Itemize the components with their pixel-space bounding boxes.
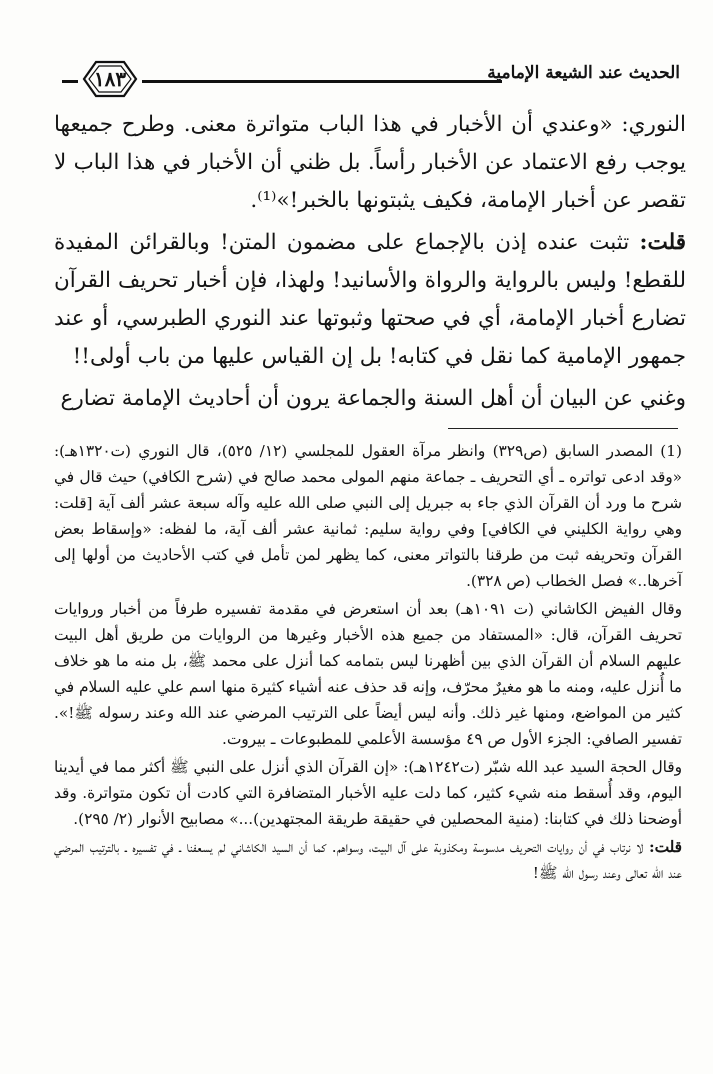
page-number-ornament	[80, 58, 140, 100]
footnote-3: وقال الحجة السيد عبد الله شبّر (ت١٢٤٢هـ): «إن القرآن الذي أنزل على النبي ﷺ أكثر مما في أيدينا اليوم، وقد أُسقط منه شيء كثير، كما دلت عليه الأخبار المتضافرة التي كادت أن تكون متواترة. وقد أوضحنا ذلك في كتابنا: (منية المحصلين في حقيقة طريقة المجتهدين)...» مصابيح الأنوار (٢/ ٢٩٥).	[54, 758, 682, 828]
header-rule	[142, 80, 502, 83]
footnote-4	[54, 834, 682, 886]
running-title: الحديث عند الشيعة الإمامية	[487, 63, 680, 83]
paragraph-1: النوري: «وعندي أن الأخبار في هذا الباب متواترة معنى. وطرح جميعها يوجب رفع الاعتماد عن الأخبار رأساً. بل ظني أن الأخبار في هذا الباب لا تقصر عن أخبار الإمامة، فكيف يثبتونها بالخبر!»⁽¹⁾.	[54, 112, 686, 213]
paragraph-3: وغني عن البيان أن أهل السنة والجماعة يرون أن أحاديث الإمامة تضارع	[60, 386, 686, 411]
running-header	[62, 58, 680, 102]
page-number: ١٨٣	[93, 67, 127, 91]
paragraph-2-text: تثبت عنده إذن بالإجماع على مضمون المتن! وبالقرائن المفيدة للقطع! وليس بالرواية والرواة والأسانيد! ولهذا، فإن أخبار تحريف القرآن تضارع أخبار الإمامة، أي في صحتها وثبوتها عند النوري الطبرسي، أو عند جمهور الإمامية كما نقل في كتابه! بل إن القياس عليها من باب أولى!!	[54, 230, 686, 369]
footnote-4-text: لا نرتاب في أن روايات التحريف مدسوسة ومكذوبة على آل البيت، وسواهم. كما أن السيد الكاشاني لم يسعفنا ـ في تفسيره ـ بالترتيب المرضي عند الله تعالى وعند رسول الله ﷺ!	[54, 838, 682, 882]
footnote-1: (1) المصدر السابق (ص٣٢٩) وانظر مرآة العقول للمجلسي (١٢/ ٥٢٥)، قال النوري (ت١٣٢٠هـ): «وقد ادعى تواتره ـ أي التحريف ـ جماعة منهم المولى محمد صالح في (شرح الكافي) حيث قال في شرح ما ورد أن القرآن الذي جاء به جبريل إلى النبي صلى الله عليه وآله سبعة عشر ألف آية [قلت: وهي رواية الكليني في الكافي] وفي رواية سليم: ثمانية عشر ألف آية، ما لفظه: «وإسقاط بعض القرآن وتحريفه ثبت من طرقنا بالتواتر معنى، كما يظهر لمن تأمل في كتب الأحاديث من أولها إلى آخرها..» فصل الخطاب (ص ٣٢٨).	[54, 442, 682, 590]
paragraph-2	[54, 224, 686, 376]
footnotes	[54, 438, 682, 888]
header-rule-short	[62, 80, 78, 83]
main-text	[54, 106, 686, 422]
footnote-2: وقال الفيض الكاشاني (ت ١٠٩١هـ) بعد أن استعرض في مقدمة تفسيره طرفاً من أخبار وروايات تحريف القرآن، قال: «المستفاد من جميع هذه الأخبار وغيرها من الروايات من طريق أهل البيت عليهم السلام أن القرآن الذي بين أظهرنا ليس بتمامه كما أنزل على محمد ﷺ، بل منه ما هو خلاف ما أُنزل عليه، ومنه ما هو مغيرٌ محرّف، وإنه قد حذف عنه أشياء كثيرة منها اسم علي عليه السلام في كثير من المواضع، ومنها غير ذلك. وأنه ليس أيضاً على الترتيب المرضي عند الله وعند رسوله ﷺ!». تفسير الصافي: الجزء الأول ص ٤٩ مؤسسة الأعلمي للمطبوعات ـ بيروت.	[54, 600, 682, 748]
footnote-4-lead: قلت:	[648, 838, 682, 856]
paragraph-2-lead: قلت:	[639, 230, 686, 255]
footnote-separator	[448, 428, 678, 429]
